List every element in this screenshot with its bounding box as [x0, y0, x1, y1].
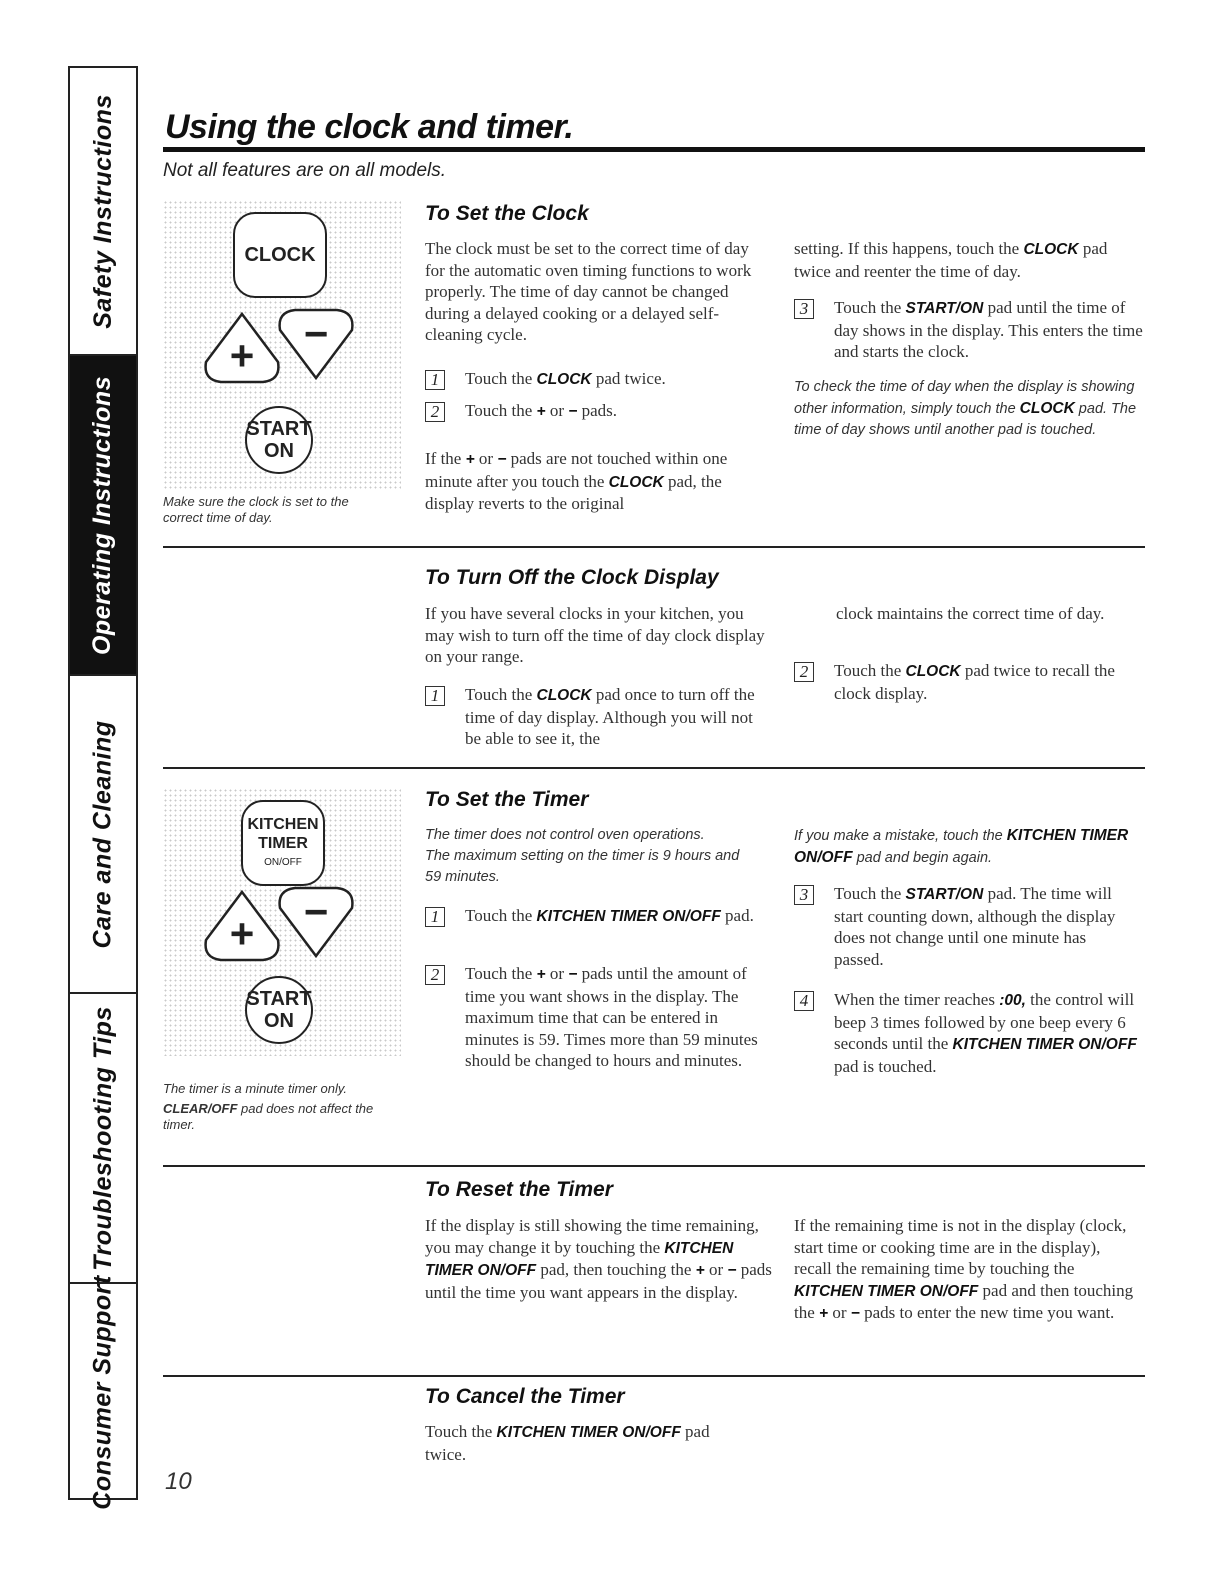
page-number: 10 — [165, 1468, 192, 1495]
clock-pad: CLOCK — [233, 212, 327, 298]
clock-caption: Make sure the clock is set to the correct time of day. — [163, 494, 349, 525]
reset-timer-col1: If the display is still showing the time remaining, you may change it by touching the KITCHEN TIMER ON/OFF pad, then touching the + or − pads until the time you want appears in the display. — [425, 1216, 772, 1302]
title-rule — [163, 147, 1145, 152]
set-timer-note-1: The timer does not control oven operations. — [425, 827, 705, 843]
tab-safety-instructions[interactable]: Safety Instructions — [70, 68, 136, 356]
set-clock-col2-text: setting. If this happens, touch the CLOCK pad twice and reenter the time of day. — [794, 239, 1108, 281]
set-timer-step-2: 2 Touch the + or − pads until the amount of time you want shows in the display. The maximum time that can be entered in minutes is 59. Times more than 59 minutes should be changed to hours and minutes. — [425, 963, 770, 1072]
set-timer-heading: To Set the Timer — [425, 788, 589, 811]
section-tabs — [68, 66, 138, 1510]
svg-text:+: + — [229, 332, 255, 379]
set-clock-heading: To Set the Clock — [425, 202, 589, 225]
svg-text:+: + — [229, 910, 255, 957]
set-clock-step-1: 1 Touch the CLOCK pad twice. — [425, 368, 770, 391]
set-clock-step-2: 2 Touch the + or − pads. — [425, 400, 770, 423]
svg-text:−: − — [303, 888, 329, 935]
set-timer-step-4: 4 When the timer reaches :00, the control will beep 3 times followed by one beep every 6 seconds until the KITCHEN TIMER ON/OFF pad is touched. — [794, 989, 1144, 1077]
page-title: Using the clock and timer. — [165, 108, 574, 146]
reset-timer-col2: If the remaining time is not in the display (clock, start time or cooking time are in the display), recall the remaining time by touching the KITCHEN TIMER ON/OFF pad and then touching the + or − pads to enter the new time you want. — [794, 1216, 1134, 1322]
set-clock-intro: The clock must be set to the correct time of day for the automatic oven timing functions to work properly. The time of day cannot be changed during a delayed cooking or a delayed self-cleaning cycle. — [425, 239, 752, 344]
step-number: 2 — [425, 965, 445, 985]
step-number: 2 — [794, 662, 814, 682]
plus-pad — [201, 310, 283, 388]
tab-consumer-support[interactable]: Consumer Support — [88, 1274, 117, 1510]
section-divider — [163, 767, 1145, 769]
page-subtitle: Not all features are on all models. — [163, 160, 447, 181]
step-number: 4 — [794, 991, 814, 1011]
turn-off-step-1: 1 Touch the CLOCK pad once to turn off the time of day display. Although you will not be able to see it, the — [425, 684, 770, 750]
step-number: 1 — [425, 370, 445, 390]
section-divider — [163, 1165, 1145, 1167]
step-number: 1 — [425, 686, 445, 706]
minus-pad — [275, 304, 357, 382]
plus-pad — [201, 888, 283, 966]
tab-operating-instructions[interactable]: Operating Instructions — [70, 356, 136, 676]
turn-off-step-2: 2 Touch the CLOCK pad twice to recall the clock display. — [794, 660, 1144, 704]
step-number: 2 — [425, 402, 445, 422]
cancel-timer-heading: To Cancel the Timer — [425, 1385, 625, 1408]
tab-care-and-cleaning[interactable]: Care and Cleaning — [70, 676, 136, 994]
step-number: 3 — [794, 885, 814, 905]
turn-off-intro: If you have several clocks in your kitchen, you may wish to turn off the time of day clock display on your range. — [425, 604, 765, 666]
set-clock-step-3: 3 Touch the START/ON pad until the time of day shows in the display. This enters the time and starts the clock. — [794, 297, 1144, 363]
timer-caption: The timer is a minute timer only. CLEAR/OFF pad does not affect the timer. — [163, 1081, 374, 1132]
set-timer-step-3: 3 Touch the START/ON pad. The time will start counting down, although the display does not change until one minute has passed. — [794, 883, 1139, 970]
kitchen-timer-pad: KITCHEN TIMER ON/OFF — [241, 800, 325, 886]
step-number: 3 — [794, 299, 814, 319]
set-timer-step-1: 1 Touch the KITCHEN TIMER ON/OFF pad. — [425, 905, 770, 928]
turn-off-continued: clock maintains the correct time of day. — [836, 604, 1105, 623]
section-divider — [163, 1375, 1145, 1377]
svg-text:−: − — [303, 310, 329, 357]
start-on-pad: START ON — [245, 976, 313, 1044]
set-timer-mistake-note: If you make a mistake, touch the KITCHEN TIMER ON/OFF pad and begin again. — [794, 827, 1129, 866]
set-clock-timeout-note: If the + or − pads are not touched within one minute after you touch the CLOCK pad, the display reverts to the original — [425, 449, 728, 513]
clock-control-panel-illustration — [163, 200, 401, 490]
step-number: 1 — [425, 907, 445, 927]
cancel-timer-text: Touch the KITCHEN TIMER ON/OFF pad twice. — [425, 1422, 710, 1464]
reset-timer-heading: To Reset the Timer — [425, 1178, 613, 1201]
minus-pad — [275, 882, 357, 960]
set-clock-tip: To check the time of day when the display is showing other information, simply touch the CLOCK pad. The time of day shows until another pad is touched. — [794, 379, 1137, 438]
tab-troubleshooting-tips[interactable]: Troubleshooting Tips — [70, 994, 136, 1284]
turn-off-heading: To Turn Off the Clock Display — [425, 566, 719, 589]
set-timer-note-2: The maximum setting on the timer is 9 hours and 59 minutes. — [425, 848, 740, 885]
timer-control-panel-illustration — [163, 788, 401, 1056]
start-on-pad: START ON — [245, 406, 313, 474]
section-divider — [163, 546, 1145, 548]
